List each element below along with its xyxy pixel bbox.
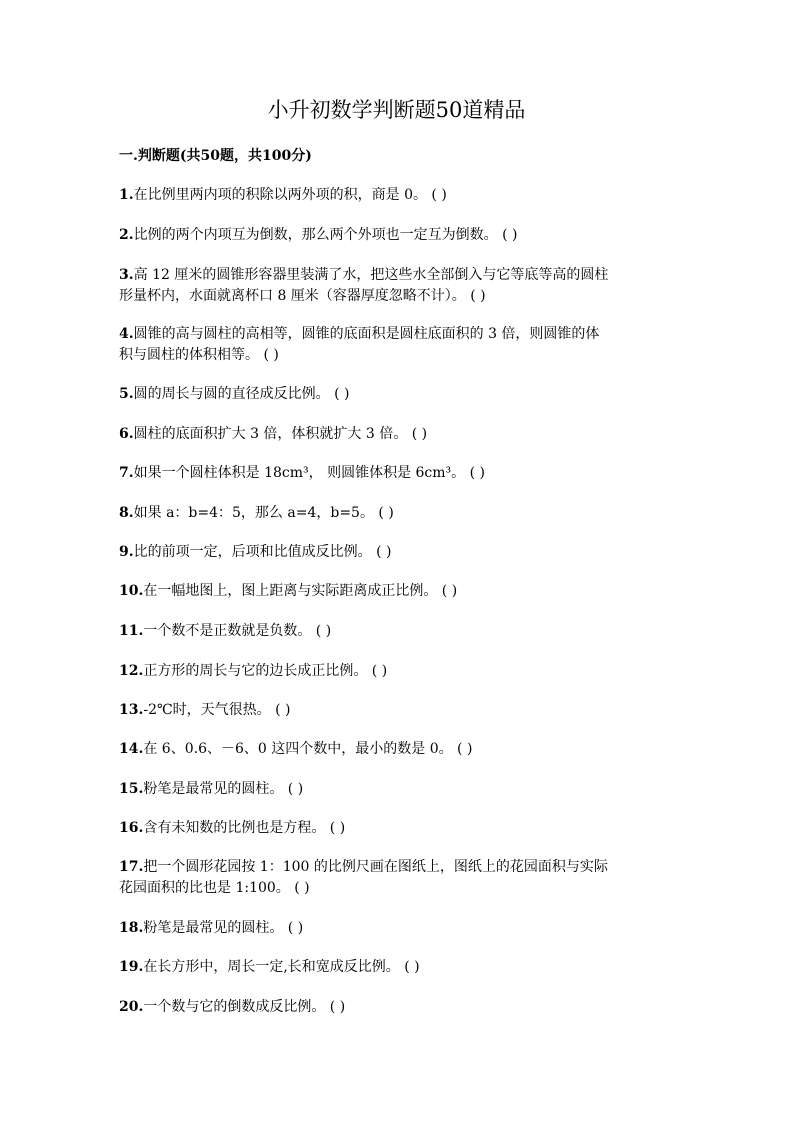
question-number: 17. [119, 859, 144, 875]
question-item [119, 324, 679, 366]
question-line [119, 225, 679, 246]
question-number: 5. [119, 386, 134, 402]
question-line [119, 957, 679, 978]
question-number: 2. [119, 227, 134, 243]
question-number: 14. [119, 741, 144, 757]
question-item [119, 857, 679, 899]
question-line [119, 621, 679, 642]
question-item [119, 463, 679, 484]
question-number: 18. [119, 920, 144, 936]
question-text: 含有未知数的比例也是方程。 ( ) [143, 820, 346, 836]
question-number: 16. [119, 820, 144, 836]
question-line [119, 384, 679, 405]
question-text: 粉笔是最常见的圆柱。 ( ) [143, 781, 304, 797]
question-number: 8. [119, 505, 134, 521]
question-item [119, 225, 679, 246]
question-text: 把一个圆形花园按 1：100 的比例尺画在图纸上，图纸上的花园面积与实际 [143, 859, 608, 875]
question-text: 在 6、0.6、－6、0 这四个数中，最小的数是 0。 ( ) [143, 741, 473, 757]
question-text: 比例的两个内项互为倒数，那么两个外项也一定互为倒数。 ( ) [133, 227, 518, 243]
question-item [119, 818, 679, 839]
question-item [119, 997, 679, 1018]
question-line [119, 581, 679, 602]
question-item [119, 957, 679, 978]
question-number: 19. [119, 959, 144, 975]
question-text: 形量杯内，水面就离杯口 8 厘米（容器厚度忽略不计）。 ( ) [119, 288, 486, 304]
question-number: 20. [119, 999, 144, 1015]
question-line [119, 424, 679, 445]
question-number: 11. [119, 623, 144, 639]
question-item [119, 779, 679, 800]
question-item [119, 621, 679, 642]
question-text: 圆锥的高与圆柱的高相等，圆锥的底面积是圆柱底面积的 3 倍，则圆锥的体 [133, 326, 600, 342]
question-number: 1. [119, 187, 134, 203]
question-text: 圆柱的底面积扩大 3 倍，体积就扩大 3 倍。 ( ) [133, 426, 428, 442]
question-line [119, 700, 679, 721]
page-title: 小升初数学判断题50道精品 [267, 98, 526, 122]
question-text: 在长方形中，周长一定,长和宽成反比例。 ( ) [143, 959, 420, 975]
question-text: 一个数不是正数就是负数。 ( ) [143, 623, 332, 639]
question-item [119, 581, 679, 602]
question-item [119, 661, 679, 682]
question-text: 如果 a：b=4：5，那么 a=4，b=5。 ( ) [133, 505, 394, 521]
question-number: 4. [119, 326, 134, 342]
question-text: 高 12 厘米的圆锥形容器里装满了水，把这些水全部倒入与它等底等高的圆柱 [133, 267, 609, 283]
question-text: 粉笔是最常见的圆柱。 ( ) [143, 920, 304, 936]
question-line [119, 857, 679, 878]
question-line [119, 918, 679, 939]
question-line [119, 542, 679, 563]
question-line [119, 739, 679, 760]
question-number: 10. [119, 583, 144, 599]
question-line [119, 345, 679, 366]
question-line [119, 818, 679, 839]
question-text: 花园面积的比也是 1:100。 ( ) [119, 880, 310, 896]
question-text: 正方形的周长与它的边长成正比例。 ( ) [143, 663, 388, 679]
question-line [119, 503, 679, 524]
question-text: 积与圆柱的体积相等。 ( ) [119, 347, 279, 363]
question-item [119, 918, 679, 939]
question-item [119, 700, 679, 721]
question-item [119, 384, 679, 405]
question-line [119, 185, 679, 206]
question-text: 一个数与它的倒数成反比例。 ( ) [143, 999, 346, 1015]
question-number: 13. [119, 702, 144, 718]
question-number: 7. [119, 465, 134, 481]
question-item [119, 503, 679, 524]
question-item [119, 185, 679, 206]
question-line [119, 661, 679, 682]
question-line [119, 463, 679, 484]
question-item [119, 542, 679, 563]
question-line [119, 324, 679, 345]
question-line [119, 265, 679, 286]
question-text: 比的前项一定，后项和比值成反比例。 ( ) [133, 544, 392, 560]
question-line [119, 286, 679, 307]
question-line [119, 779, 679, 800]
question-text: 在一幅地图上，图上距离与实际距离成正比例。 ( ) [143, 583, 458, 599]
question-item [119, 265, 679, 307]
question-text: -2℃时，天气很热。 ( ) [143, 702, 291, 718]
question-text: 圆的周长与圆的直径成反比例。 ( ) [133, 386, 350, 402]
question-number: 6. [119, 426, 134, 442]
question-number: 3. [119, 267, 134, 283]
question-line [119, 997, 679, 1018]
question-line [119, 878, 679, 899]
question-number: 15. [119, 781, 144, 797]
question-item [119, 739, 679, 760]
question-item [119, 424, 679, 445]
question-text: 如果一个圆柱体积是 18cm³， 则圆锥体积是 6cm³。 ( ) [133, 465, 485, 481]
section-heading: 一.判断题(共50题，共100分) [119, 148, 312, 164]
question-text: 在比例里两内项的积除以两外项的积，商是 0。 ( ) [133, 187, 447, 203]
question-number: 12. [119, 663, 144, 679]
question-number: 9. [119, 544, 134, 560]
